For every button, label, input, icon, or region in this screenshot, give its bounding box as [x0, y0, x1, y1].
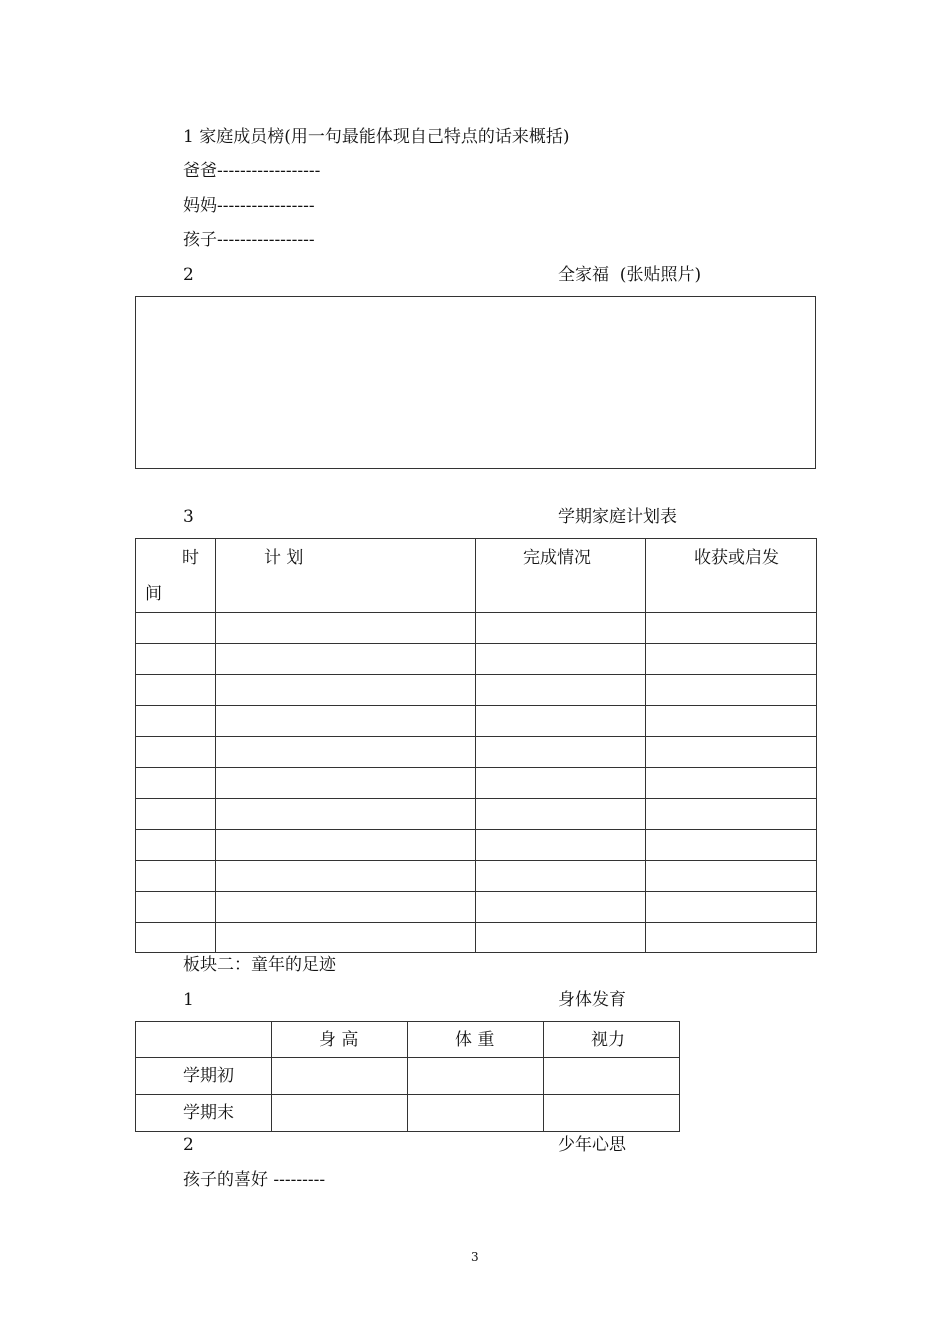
- time-header-a: 时: [182, 548, 199, 568]
- semester-start-label: 学期初: [136, 1058, 272, 1095]
- table-row: [136, 861, 817, 892]
- mom-line: 妈妈-----------------: [183, 196, 315, 216]
- table-row: [136, 768, 817, 799]
- plan-table-title: 学期家庭计划表: [558, 507, 677, 527]
- growth-header-row: [136, 1022, 680, 1058]
- plan-header: 计 划: [216, 539, 476, 613]
- growth-number: 1: [183, 990, 194, 1010]
- table-row: [136, 1058, 680, 1095]
- plan-header-row: [136, 539, 817, 613]
- child-line: 孩子-----------------: [183, 230, 315, 250]
- plan-table: [135, 538, 817, 953]
- table-row: [136, 923, 817, 953]
- growth-title: 身体发育: [558, 990, 626, 1010]
- time-header-b: 间: [145, 584, 162, 604]
- table-row: [136, 644, 817, 675]
- growth-table: [135, 1021, 680, 1132]
- table-row: [136, 737, 817, 768]
- family-members-title: 1 家庭成员榜(用一句最能体现自己特点的话来概括): [183, 127, 570, 147]
- table-row: [136, 799, 817, 830]
- photo-box: [135, 296, 816, 469]
- vision-header: 视力: [544, 1022, 680, 1058]
- table-row: [136, 706, 817, 737]
- dad-line: 爸爸------------------: [183, 161, 321, 181]
- height-header: 身 高: [272, 1022, 408, 1058]
- block2-title: 板块二：童年的足迹: [183, 955, 336, 975]
- table-row: [136, 1095, 680, 1132]
- table-row: [136, 830, 817, 861]
- gain-header: 收获或启发: [646, 539, 817, 613]
- family-photo-number: 2: [183, 265, 194, 285]
- youth-number: 2: [183, 1135, 194, 1155]
- table-row: [136, 613, 817, 644]
- semester-end-label: 学期末: [136, 1095, 272, 1132]
- table-row: [136, 892, 817, 923]
- status-header: 完成情况: [476, 539, 646, 613]
- plan-table-number: 3: [183, 507, 194, 527]
- table-row: [136, 675, 817, 706]
- youth-title: 少年心思: [558, 1135, 626, 1155]
- time-header: [136, 539, 216, 613]
- weight-header: 体 重: [408, 1022, 544, 1058]
- page-number: 3: [471, 1250, 479, 1264]
- family-photo-title: 全家福 (张贴照片): [558, 265, 702, 285]
- child-hobby-line: 孩子的喜好 ---------: [183, 1170, 326, 1190]
